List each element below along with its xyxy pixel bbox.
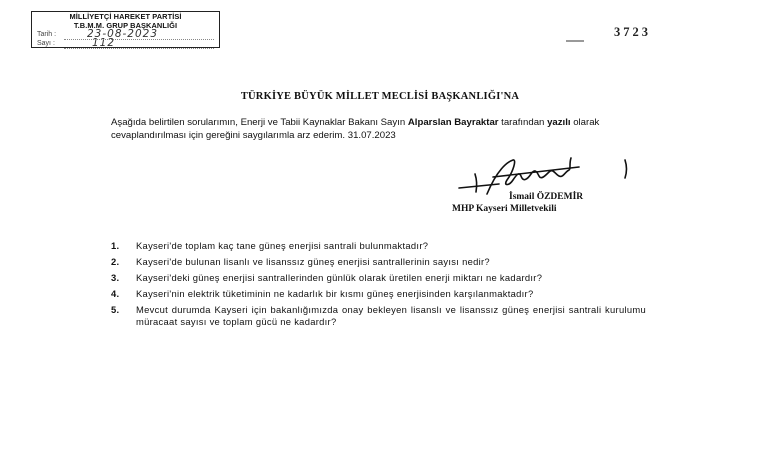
intro-paragraph: [111, 117, 651, 142]
document-number: 3723: [614, 25, 651, 39]
question-number: 4.: [111, 288, 120, 299]
minister-name: Alparslan Bayraktar: [407, 117, 499, 128]
mark-dash: [566, 40, 584, 42]
stamp-org-line2: T.B.M.M. GRUP BAŞKANLIĞI: [73, 21, 178, 31]
stamp-number-label: Sayı :: [37, 40, 55, 47]
question-number: 1.: [111, 240, 120, 251]
question-text: Kayseri'nin elektrik tüketiminin ne kadarlık bir kısmı güneş enerjisinden karşılanmaktadır?: [136, 288, 534, 299]
question-item: [111, 256, 646, 268]
intro-text-2: tarafından: [498, 117, 548, 128]
question-number: 2.: [111, 256, 120, 267]
question-text: Kayseri'de bulunan lisanlı ve lisanssız güneş enerjisi santrallerinin sayısı nedir?: [136, 256, 490, 267]
question-item: [111, 288, 646, 300]
question-text: Kayseri'de toplam kaç tane güneş enerjisi santrali bulunmaktadır?: [136, 240, 429, 251]
document-title: TÜRKİYE BÜYÜK MİLLET MECLİSİ BAŞKANLIĞI'NA: [240, 91, 520, 102]
stamp-date-value: 23-08-2023: [87, 28, 159, 40]
intro-text-3: olarak cevaplandırılması için gereğini saygılarımla arz ederim. 31.07.2023: [111, 117, 600, 141]
written-word: yazılı: [547, 117, 571, 128]
signatory-name: İsmail ÖZDEMİR: [509, 192, 584, 202]
question-text: Mevcut durumda Kayseri için bakanlığımızda onay bekleyen lisanslı ve lisanssız güneş enerjisi santrali kurulumu müracaat sayısı ve toplam gücü ne kadardır?: [136, 304, 646, 327]
stamp-number-value: 112: [92, 37, 116, 49]
signatory-title: MHP Kayseri Milletvekili: [452, 204, 557, 214]
question-number: 3.: [111, 272, 120, 283]
question-item: [111, 240, 646, 252]
intro-text-1: Aşağıda belirtilen sorularımın, Enerji ve Tabii Kaynaklar Bakanı Sayın: [111, 117, 408, 128]
stamp-date-label: Tarih :: [37, 31, 57, 38]
stamp-number-line: [64, 48, 214, 49]
question-list: [111, 240, 646, 332]
registry-stamp: [31, 11, 220, 48]
stamp-date-line: [64, 39, 214, 40]
stamp-org-line1: MİLLİYETÇİ HAREKET PARTİSİ: [69, 12, 182, 21]
question-item: [111, 272, 646, 284]
question-item: [111, 304, 646, 327]
question-number: 5.: [111, 304, 120, 315]
question-text: Kayseri'deki güneş enerjisi santrallerinden günlük olarak üretilen enerji miktarı ne kadardır?: [136, 272, 543, 283]
